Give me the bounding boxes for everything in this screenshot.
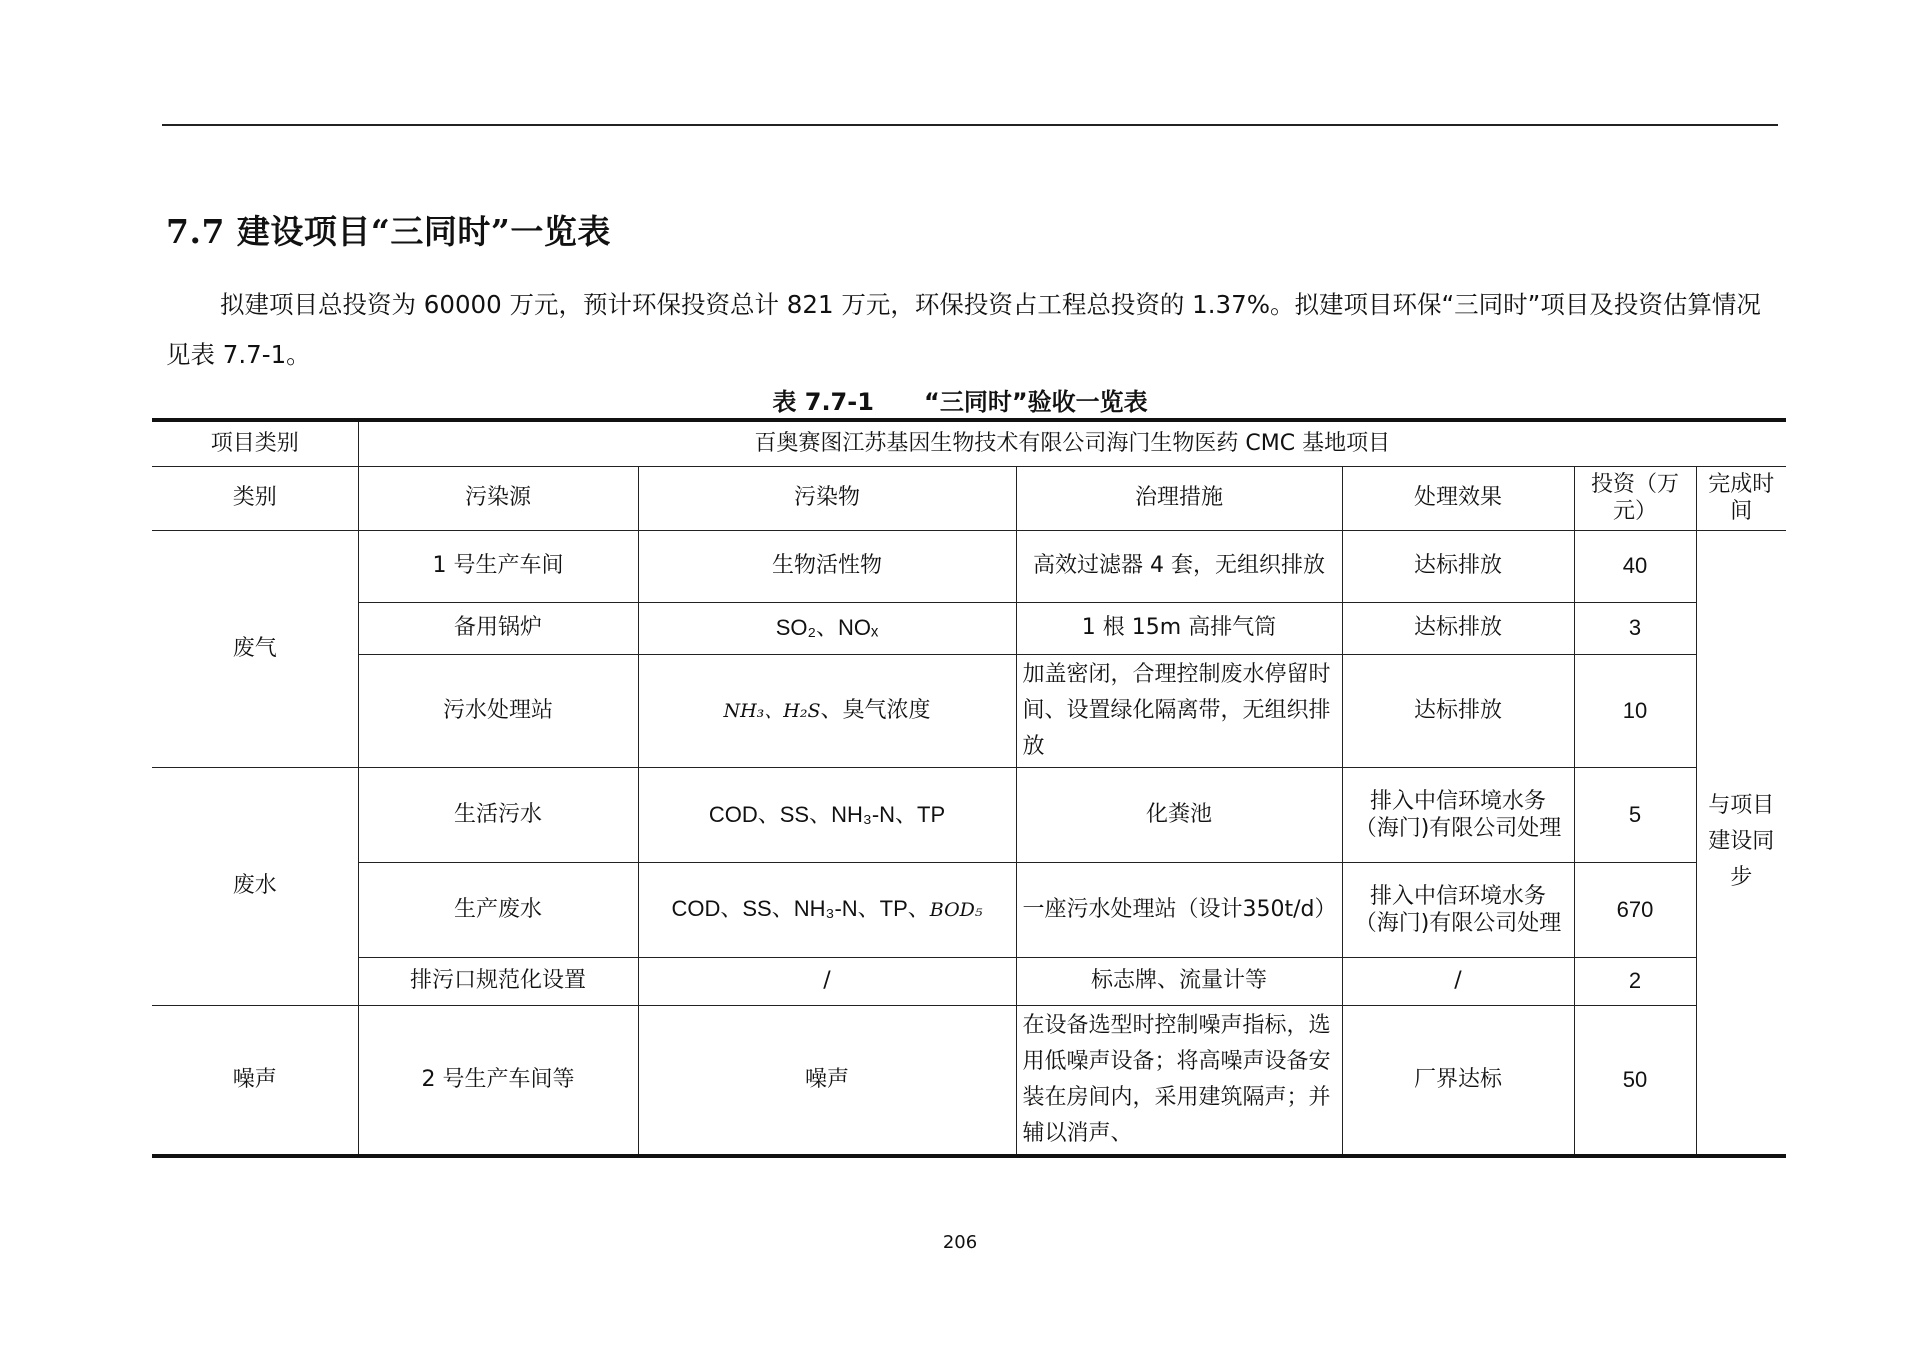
section-heading: 7.7 建设项目“三同时”一览表 (166, 212, 611, 251)
header-investment: 投资（万元） (1574, 466, 1696, 530)
effect-cell: / (1342, 957, 1574, 1005)
category-waste-gas: 废气 (152, 530, 358, 767)
pollutant-cell (638, 862, 1016, 957)
source-cell: 备用锅炉 (358, 602, 638, 654)
category-noise: 噪声 (152, 1005, 358, 1156)
measure-cell: 标志牌、流量计等 (1016, 957, 1342, 1005)
table-row (152, 602, 1786, 654)
completion-cell: 与项目建设同步 (1696, 530, 1786, 1156)
measure-cell: 高效过滤器 4 套，无组织排放 (1016, 530, 1342, 602)
paragraph-text: 拟建项目总投资为 60000 万元，预计环保投资总计 821 万元，环保投资占工程总投资的 1.37%。拟建项目环保“三同时”项目及投资估算情况见表 7.7-1。 (166, 290, 1761, 369)
table-row (152, 530, 1786, 602)
table-row (152, 767, 1786, 862)
source-cell: 污水处理站 (358, 654, 638, 767)
effect-cell: 达标排放 (1342, 530, 1574, 602)
header-row (152, 466, 1786, 530)
category-wastewater: 废水 (152, 767, 358, 1005)
table-row (152, 1005, 1786, 1156)
investment-cell: 670 (1574, 862, 1696, 957)
handwritten-pollutant: NH₃、H₂S (723, 699, 821, 722)
table-row (152, 654, 1786, 767)
header-source: 污染源 (358, 466, 638, 530)
header-pollutant: 污染物 (638, 466, 1016, 530)
pollutant-cell: SO₂、NOₓ (638, 602, 1016, 654)
measure-cell: 在设备选型时控制噪声指标，选用低噪声设备；将高噪声设备安装在房间内，采用建筑隔声；并辅以消声、 (1016, 1005, 1342, 1156)
table-row (152, 957, 1786, 1005)
header-category: 类别 (152, 466, 358, 530)
project-row (152, 420, 1786, 466)
pollutant-cell (638, 654, 1016, 767)
source-cell: 2 号生产车间等 (358, 1005, 638, 1156)
header-rule (162, 124, 1778, 126)
source-cell: 生活污水 (358, 767, 638, 862)
pollutant-cell: 噪声 (638, 1005, 1016, 1156)
investment-cell: 40 (1574, 530, 1696, 602)
measure-cell: 化粪池 (1016, 767, 1342, 862)
page-number: 206 (942, 1232, 978, 1253)
project-label: 项目类别 (152, 420, 358, 466)
header-measure: 治理措施 (1016, 466, 1342, 530)
effect-cell: 排入中信环境水务（海门)有限公司处理 (1342, 767, 1574, 862)
body-paragraph (166, 280, 1774, 380)
pollutant-text: 、臭气浓度 (820, 697, 931, 723)
pollutant-cell: COD、SS、NH₃-N、TP (638, 767, 1016, 862)
effect-cell: 排入中信环境水务（海门)有限公司处理 (1342, 862, 1574, 957)
effect-cell: 达标排放 (1342, 654, 1574, 767)
effect-cell: 达标排放 (1342, 602, 1574, 654)
measure-cell: 一座污水处理站（设计350t/d） (1016, 862, 1342, 957)
source-cell: 1 号生产车间 (358, 530, 638, 602)
pollutant-text: COD、SS、NH₃-N、TP、 (671, 896, 930, 921)
table-row (152, 862, 1786, 957)
investment-cell: 10 (1574, 654, 1696, 767)
investment-cell: 3 (1574, 602, 1696, 654)
investment-cell: 50 (1574, 1005, 1696, 1156)
three-simultaneous-table (152, 418, 1786, 1158)
measure-cell: 1 根 15m 高排气筒 (1016, 602, 1342, 654)
pollutant-cell: / (638, 957, 1016, 1005)
measure-cell: 加盖密闭，合理控制废水停留时间、设置绿化隔离带，无组织排放 (1016, 654, 1342, 767)
header-completion: 完成时间 (1696, 466, 1786, 530)
investment-cell: 2 (1574, 957, 1696, 1005)
investment-cell: 5 (1574, 767, 1696, 862)
table-caption: 表 7.7-1 “三同时”验收一览表 (772, 388, 1148, 416)
source-cell: 排污口规范化设置 (358, 957, 638, 1005)
source-cell: 生产废水 (358, 862, 638, 957)
handwritten-pollutant: BOD₅ (929, 899, 983, 921)
project-name: 百奥赛图江苏基因生物技术有限公司海门生物医药 CMC 基地项目 (358, 420, 1786, 466)
effect-cell: 厂界达标 (1342, 1005, 1574, 1156)
header-effect: 处理效果 (1342, 466, 1574, 530)
pollutant-cell: 生物活性物 (638, 530, 1016, 602)
